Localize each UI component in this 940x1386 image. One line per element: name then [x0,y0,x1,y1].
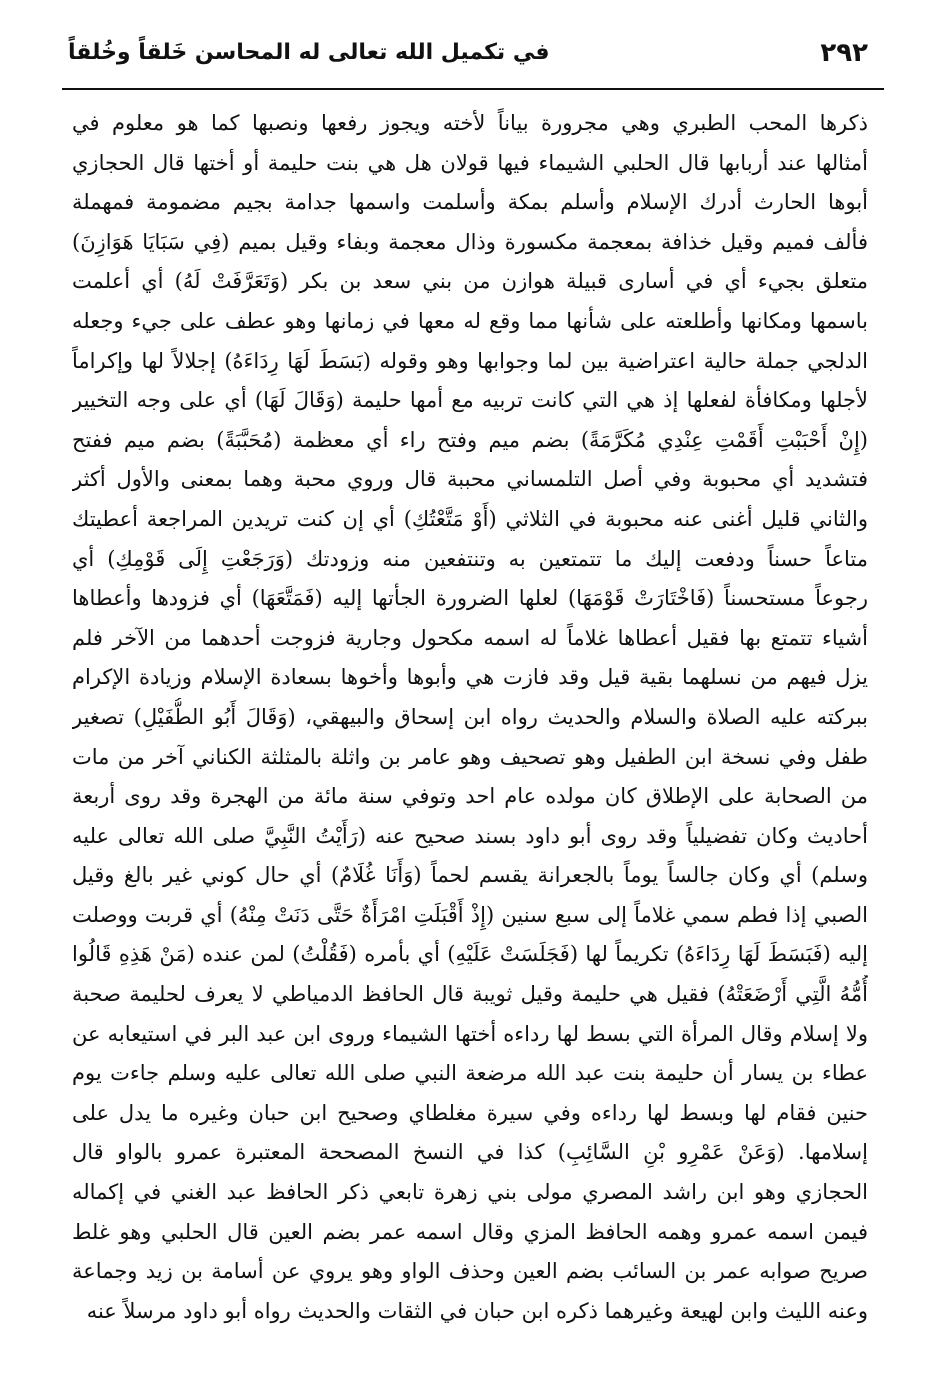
text-line: إليه (فَبَسَطَ لَهَا رِدَاءَهُ) تكريماً لها (فَجَلَسَتْ عَلَيْهِ) أي بأمره (فَقُلْتُ) لمن عنده (مَنْ هَذِهِ قَالُوا [72,942,868,967]
text-line: فتشديد أي محبوبة وفي أصل التلمساني محببة قال وروي محبة وهما بمعنى والأول أكثر [72,467,868,492]
text-line: طفل وفي نسخة ابن الطفيل وهو تصحيف وهو عامر بن واثلة بالمثلثة الكناني آخر من مات [72,744,868,769]
text-line: فيمن اسمه عمرو وهمه الحافظ المزي وقال اسمه عمر بضم العين قال الحلبي وهو غلط [72,1219,868,1244]
text-line: باسمها ومكانها وأطلعته على شأنها مما وقع له معها في زمانها وهو عطف على جيء وجعله [72,308,868,333]
text-line: حنين فقام لها وبسط لها رداءه وفي سيرة مغلطاي وصحيح ابن حبان وغيره ما يدل على [72,1100,868,1125]
header-divider [62,88,884,90]
text-line: أبوها الحارث أدرك الإسلام وأسلم بمكة وأسلمت واسمها جدامة بجيم مضمومة فمهملة [72,190,868,215]
text-line: من الصحابة على الإطلاق كان مولده عام احد وتوفي سنة مائة من الهجرة وقد روى أربعة [72,784,868,809]
text-line: (إِنْ أَحْبَبْتِ أَقَمْتِ عِنْدِي مُكَرَّمَةً) بضم ميم وفتح راء أي معظمة (مُحَبَّبَةً) بضم ميم ففتح [72,427,868,452]
text-line: ببركته عليه الصلاة والسلام والحديث رواه ابن إسحاق والبيهقي، (وَقَالَ أَبُو الطُّفَيْلِ) تصغير [72,704,868,729]
text-line: أمثالها عند أربابها قال الحلبي الشيماء فيها قولان هل هي بنت حليمة أو أختها قال الحجازي [72,150,868,175]
body-text [72,104,868,1331]
text-line: ولا إسلام وقال المرأة التي بسط لها رداءه أختها الشيماء وروى ابن عبد البر في استيعابه عن [72,1021,868,1046]
text-line: إسلامها. (وَعَنْ عَمْرِو بْنِ السَّائِبِ) كذا في النسخ المصححة المعتبرة عمرو بالواو قال [72,1140,868,1165]
page-number: ٢٩٢ [820,38,868,68]
text-line: لأجلها ومكافأة لفعلها إذ هي التي كانت تربيه مع أمها حليمة (وَقَالَ لَهَا) أي على وجه التخيير [72,388,868,413]
text-line: صريح صوابه عمر بن السائب بضم العين وحذف الواو وهو يروي عن أسامة بن زيد وجماعة [72,1259,868,1284]
text-line: ذكرها المحب الطبري وهي مجرورة بياناً لأخته ويجوز رفعها ونصبها كما هو معلوم في [72,111,868,135]
text-line: أُمُّهُ الَّتِي أَرْضَعَتْهُ) فقيل هي حليمة وقيل ثويبة قال الحافظ الدمياطي لا يعرف لحليمة صحبة [72,982,868,1007]
text-line: الحجازي وهو ابن راشد المصري مولى بني زهرة تابعي ذكر الحافظ عبد الغني في إكماله [72,1180,868,1205]
text-line: متعلق بجيء أي في أسارى قبيلة هوازن من بني سعد بن بكر (وَتَعَرَّفَتْ لَهُ) أي أعلمت [72,269,868,294]
text-line: متاعاً حسناً ودفعت إليك ما تتمتعين به وتنتفعين منه وزودتك (وَرَجَعْتِ إِلَى قَوْمِكِ) أي [72,546,868,571]
running-title: في تكميل الله تعالى له المحاسن خَلقاً وخُلقاً [68,40,550,65]
text-line: والثاني قليل أغنى عنه محبوبة في الثلاثي (أَوْ مَتَّعْتُكِ) أي إن كنت تريدين المراجعة أعطيتك [72,506,868,531]
text-line: عطاء بن يسار أن حليمة بنت عبد الله مرضعة النبي صلى الله تعالى عليه وسلم جاءت يوم [72,1061,868,1086]
text-line: وسلم) أي وكان جالساً يوماً بالجعرانة يقسم لحماً (وَأَنَا غُلَامٌ) أي حال كوني غير بالغ وقيل [72,863,868,888]
text-line: رجوعاً مستحسناً (فَاخْتَارَتْ قَوْمَهَا) لعلها الضرورة الجأتها إليه (فَمَتَّعَهَا) أي فزودها وأعطاها [72,586,868,611]
text-line: أشياء تتمتع بها فقيل أعطاها غلاماً له اسمه مكحول وجارية فزوجت أحدهما من الآخر فلم [72,625,868,650]
text-line: وعنه الليث وابن لهيعة وغيرهما ذكره ابن حبان في الثقات والحديث رواه أبو داود مرسلاً عنه [86,1298,868,1323]
text-line: أحاديث وكان تفضيلياً وقد روى أبو داود بسند صحيح عنه (رَأَيْتُ النَّبِيَّ صلى الله تعالى عليه [72,823,868,848]
page-header [60,30,880,80]
text-line: الدلجي جملة حالية اعتراضية بين لما وجوابها وهو وقوله (بَسَطَ لَهَا رِدَاءَهُ) إجلالاً لها وإكراماً [72,348,868,373]
text-line: يزل فيهم من نسلهما بقية قيل وقد فازت هي وأبوها وأخوها بسعادة الإسلام وزيادة الإكرام [72,665,868,690]
text-line: فألف فميم وقيل خذافة بمعجمة مكسورة وذال معجمة وبفاء وقيل بميم (فِي سَبَايَا هَوَازِنَ) [72,229,868,254]
text-line: الصبي إذا فطم سمي غلاماً إلى سبع سنين (إِذْ أَقْبَلَتِ امْرَأَةٌ حَتَّى دَنَتْ مِنْهُ) أي قربت ووصلت [72,902,868,927]
